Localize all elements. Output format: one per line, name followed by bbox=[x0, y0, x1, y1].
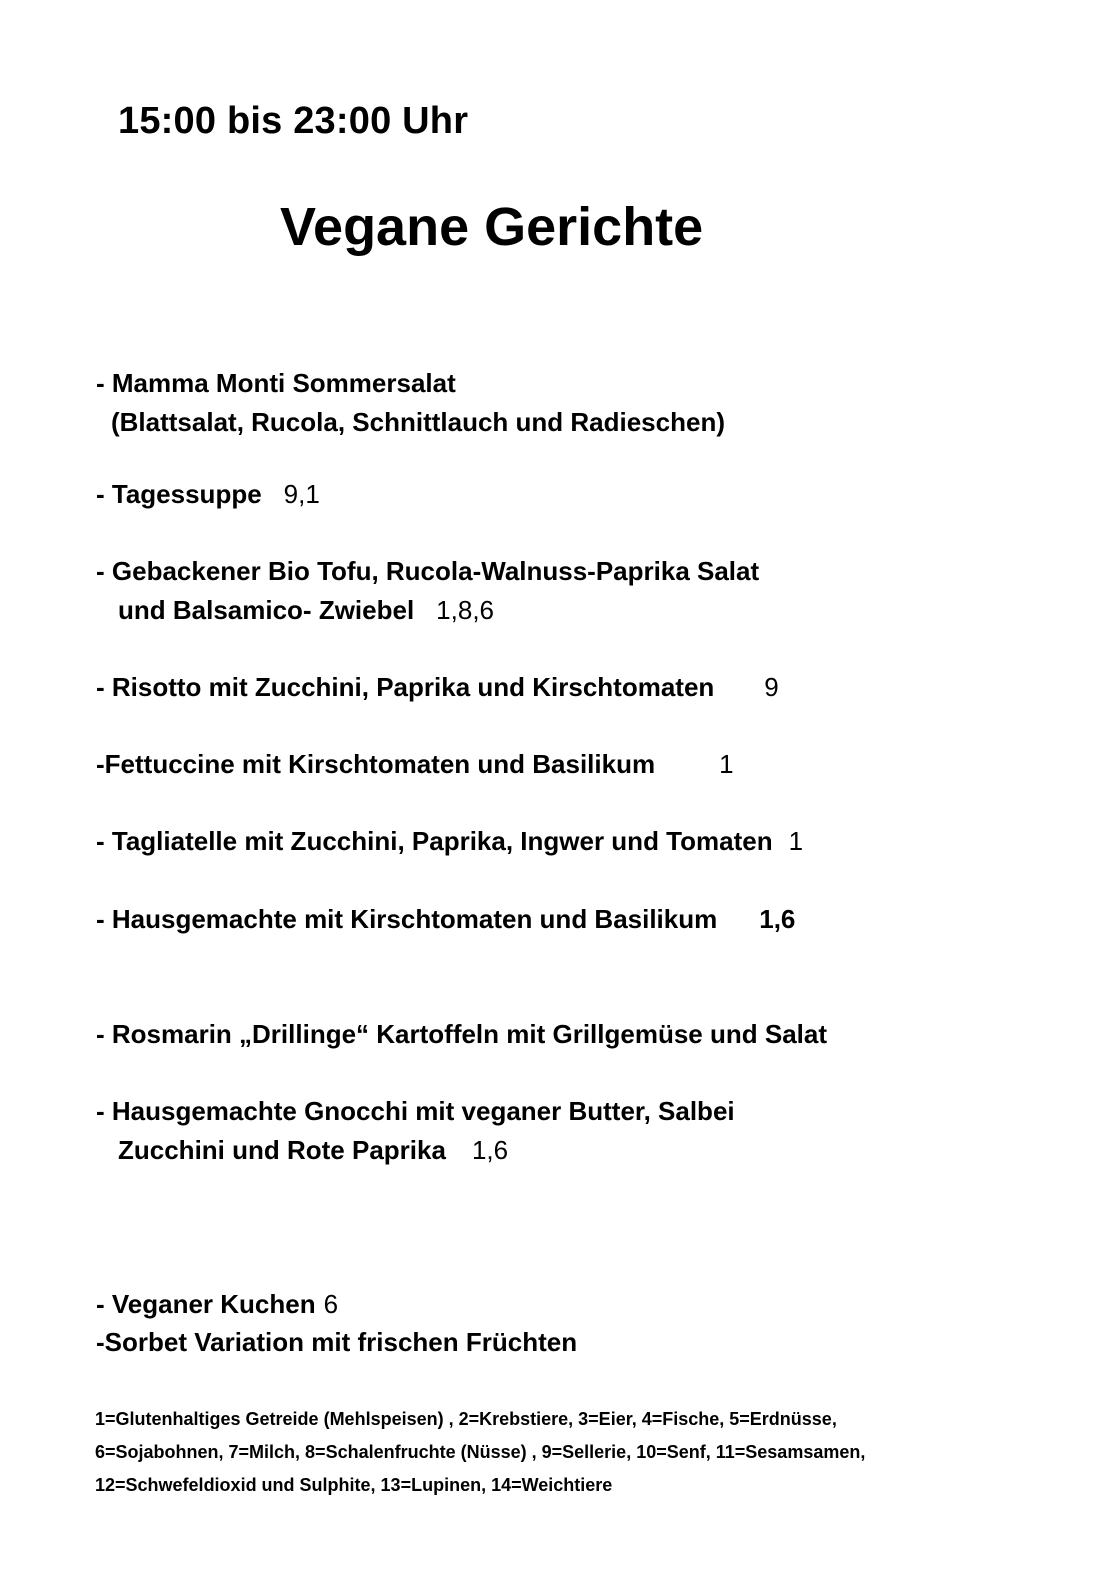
menu-item-hausgemachte bbox=[96, 903, 795, 935]
menu-item-rosmarin-kartoffeln bbox=[96, 1018, 827, 1050]
menu-item-gnocchi-line2 bbox=[118, 1134, 508, 1166]
allergen-codes: 1,8,6 bbox=[436, 595, 494, 625]
allergen-codes: 9 bbox=[764, 672, 779, 702]
dessert-item-sorbet bbox=[96, 1326, 577, 1358]
allergen-codes: 6 bbox=[323, 1289, 339, 1319]
allergen-codes: 1,6 bbox=[759, 904, 796, 934]
allergen-legend-line: 6=Sojabohnen, 7=Milch, 8=Schalenfruchte (Nüsse) , 9=Sellerie, 10=Senf, 11=Sesamsamen, bbox=[95, 1442, 866, 1462]
menu-item-name: - Mamma Monti Sommersalat bbox=[96, 368, 456, 398]
menu-item-tofu bbox=[96, 555, 759, 587]
allergen-legend bbox=[95, 1403, 865, 1502]
allergen-codes: 1 bbox=[788, 826, 804, 856]
allergen-codes: 1,6 bbox=[471, 1135, 509, 1165]
allergen-legend-line: 1=Glutenhaltiges Getreide (Mehlspeisen) , 2=Krebstiere, 3=Eier, 4=Fische, 5=Erdnüsse, bbox=[95, 1409, 837, 1429]
menu-item-name: - Rosmarin „Drillinge“ Kartoffeln mit Grillgemüse und Salat bbox=[96, 1019, 827, 1049]
dessert-item-kuchen bbox=[96, 1288, 338, 1320]
menu-item-name-continued: und Balsamico- Zwiebel bbox=[118, 595, 415, 625]
menu-item-name: - Gebackener Bio Tofu, Rucola-Walnuss-Paprika Salat bbox=[96, 556, 760, 586]
opening-hours: 15:00 bis 23:00 Uhr bbox=[118, 100, 469, 142]
menu-item-description bbox=[111, 406, 725, 438]
allergen-codes: 1 bbox=[719, 749, 734, 779]
menu-item-name-continued: Zucchini und Rote Paprika bbox=[118, 1135, 446, 1165]
page-title: Vegane Gerichte bbox=[280, 197, 704, 257]
dessert-name: -Sorbet Variation mit frischen Früchten bbox=[96, 1327, 578, 1357]
menu-item-tagessuppe bbox=[96, 478, 320, 510]
menu-item-tagliatelle bbox=[96, 825, 803, 857]
menu-item-fettuccine bbox=[96, 748, 734, 780]
menu-item-name: - Risotto mit Zucchini, Paprika und Kirschtomaten bbox=[96, 672, 715, 702]
menu-item-risotto bbox=[96, 671, 779, 703]
menu-item-description-text: (Blattsalat, Rucola, Schnittlauch und Radieschen) bbox=[111, 407, 725, 437]
dessert-name: - Veganer Kuchen bbox=[96, 1289, 316, 1319]
allergen-codes: 9,1 bbox=[283, 479, 320, 509]
menu-item-name: - Tagliatelle mit Zucchini, Paprika, Ingwer und Tomaten bbox=[96, 826, 773, 856]
menu-item-name: - Hausgemachte Gnocchi mit veganer Butter, Salbei bbox=[96, 1096, 735, 1126]
menu-item-tofu-line2 bbox=[118, 594, 494, 626]
menu-item-name: -Fettuccine mit Kirschtomaten und Basilikum bbox=[96, 749, 656, 779]
menu-item-name: - Hausgemachte mit Kirschtomaten und Basilikum bbox=[96, 904, 718, 934]
menu-item-sommersalat bbox=[96, 367, 456, 399]
menu-item-name: - Tagessuppe bbox=[96, 479, 262, 509]
allergen-legend-line: 12=Schwefeldioxid und Sulphite, 13=Lupinen, 14=Weichtiere bbox=[95, 1475, 613, 1495]
menu-item-gnocchi bbox=[96, 1095, 735, 1127]
